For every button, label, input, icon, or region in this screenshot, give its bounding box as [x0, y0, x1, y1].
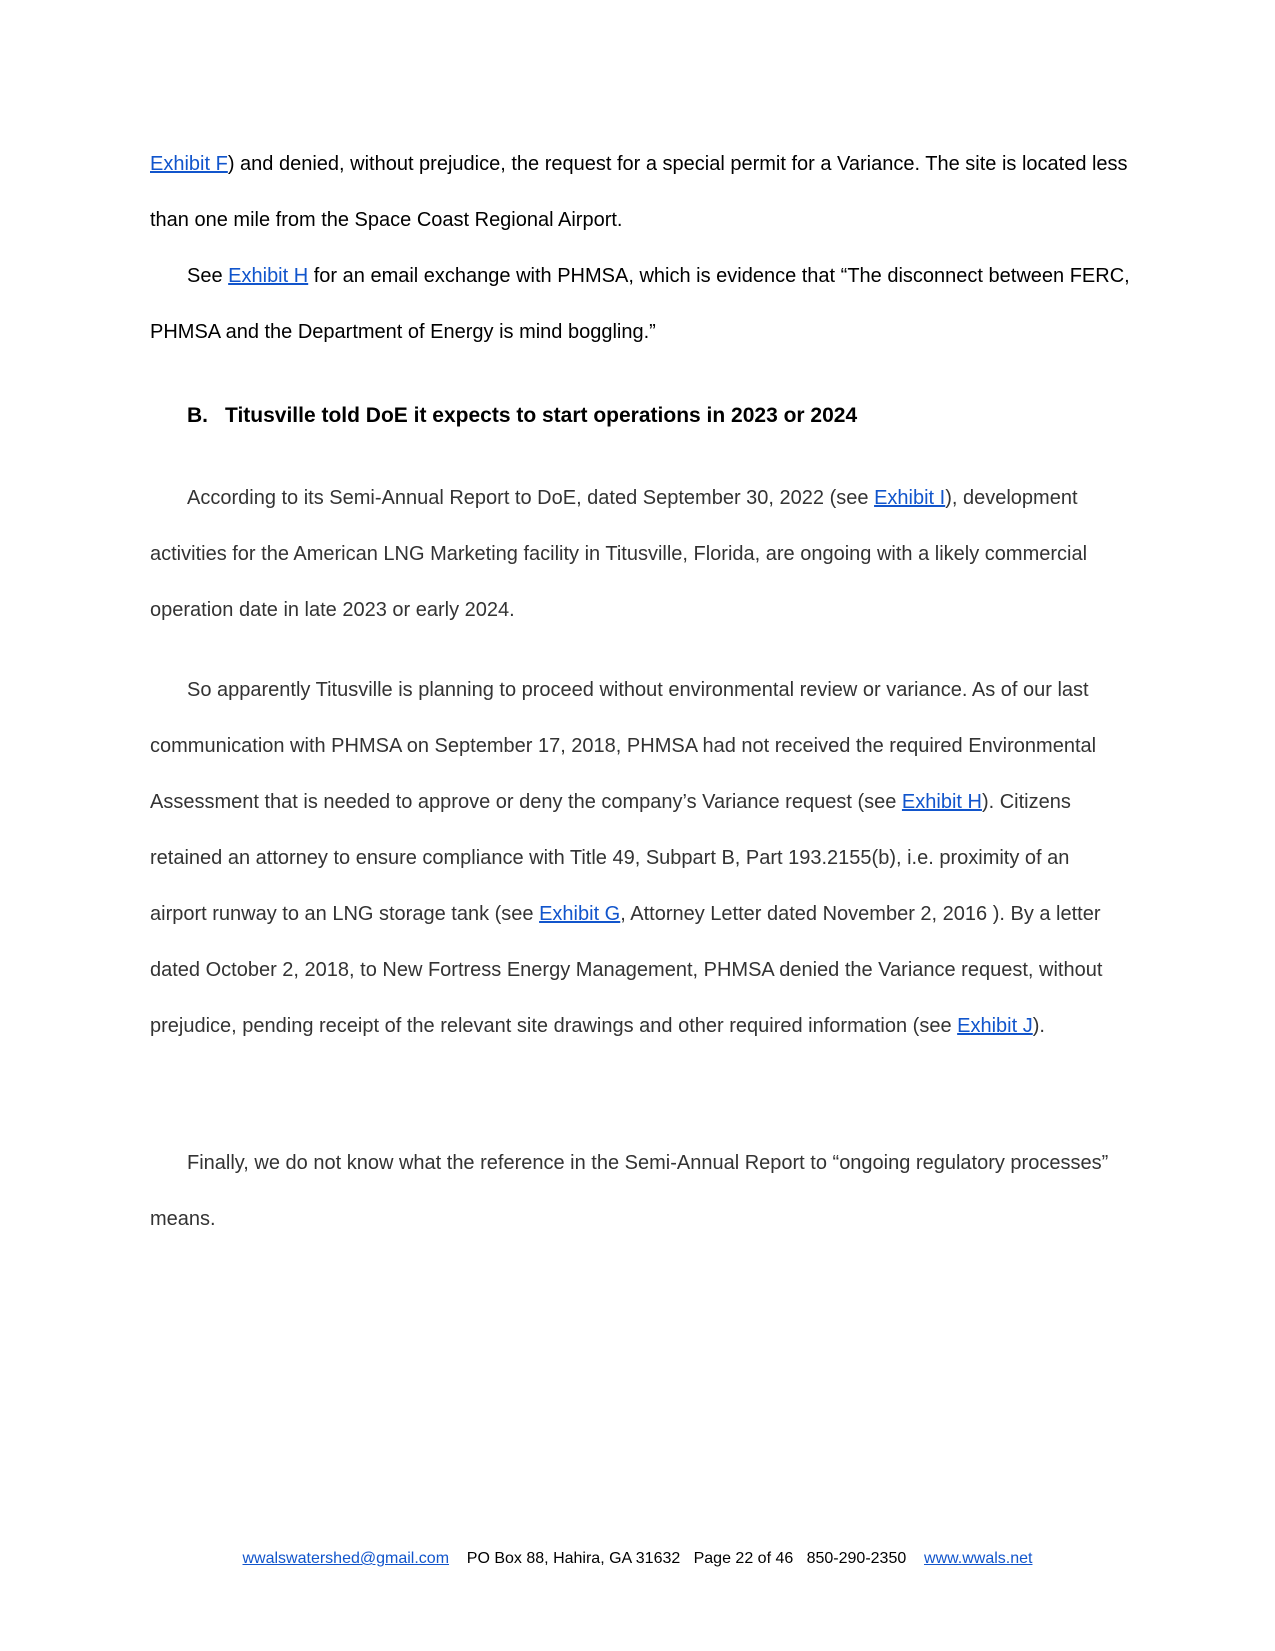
footer-website-link[interactable]: www.wwals.net [924, 1550, 1033, 1567]
paragraph-2-text: for an email exchange with PHMSA, which is evidence that “The disconnect between FERC, PHMSA and the Department of Energy is mind boggling.” [150, 265, 1130, 343]
paragraph-1-block [150, 136, 1130, 360]
paragraph-4-block [150, 662, 1130, 1054]
paragraph-4-pre: So apparently Titusville is planning to proceed without environmental review or variance. As of our last communication with PHMSA on September 17, 2018, PHMSA had not received the required Environmental Assessment that is needed to approve or deny the company’s Variance request (see [150, 679, 1097, 813]
paragraph-2-pre: See [187, 265, 229, 287]
exhibit-i-link[interactable]: Exhibit I [874, 487, 946, 509]
section-heading-letter: B. [187, 404, 208, 427]
footer-page-number: Page 22 of 46 [693, 1550, 794, 1567]
exhibit-g-link[interactable]: Exhibit G [539, 903, 621, 925]
paragraph-3-pre: According to its Semi-Annual Report to DoE, dated September 30, 2022 (see [187, 487, 875, 509]
section-heading [187, 396, 857, 436]
paragraph-5-block [150, 1135, 1130, 1247]
paragraph-4-end: ). [1032, 1015, 1045, 1037]
paragraph-3 [150, 470, 1130, 638]
paragraph-3-block [150, 470, 1130, 638]
exhibit-h-link-2[interactable]: Exhibit H [901, 791, 982, 813]
paragraph-1-text: ) and denied, without prejudice, the request for a special permit for a Variance. The site is located less than one mile from the Space Coast Regional Airport. [150, 153, 1128, 231]
page-footer [0, 1548, 1275, 1570]
footer-address: PO Box 88, Hahira, GA 31632 [466, 1550, 681, 1567]
exhibit-j-link[interactable]: Exhibit J [957, 1015, 1033, 1037]
footer-phone: 850-290-2350 [806, 1550, 907, 1567]
footer-email-link[interactable]: wwalswatershed@gmail.com [242, 1550, 450, 1567]
paragraph-4-mid-2: , Attorney Letter dated November 2, 2016 ). By a letter dated October 2, 2018, to New Fortress Energy Management, PHMSA denied the Variance request, without prejudice, pending receipt of the relevant site drawings and other required information (see [150, 903, 1103, 1037]
paragraph-3-text: ), development activities for the American LNG Marketing facility in Titusville, Florida, are ongoing with a likely commercial operation date in late 2023 or early 2024. [150, 487, 1088, 621]
paragraph-4-mid-1: ). Citizens retained an attorney to ensure compliance with Title 49, Subpart B, Part 193.2155(b), i.e. proximity of an airport runway to an LNG storage tank (see [150, 791, 1071, 925]
exhibit-f-link[interactable]: Exhibit F [150, 153, 228, 175]
paragraph-2 [150, 248, 1130, 360]
paragraph-1 [150, 136, 1130, 248]
exhibit-h-link[interactable]: Exhibit H [228, 265, 309, 287]
paragraph-5: Finally, we do not know what the reference in the Semi-Annual Report to “ongoing regulatory processes” means. [150, 1152, 1109, 1230]
paragraph-4 [150, 662, 1130, 1054]
section-heading-text: Titusville told DoE it expects to start operations in 2023 or 2024 [225, 404, 858, 427]
